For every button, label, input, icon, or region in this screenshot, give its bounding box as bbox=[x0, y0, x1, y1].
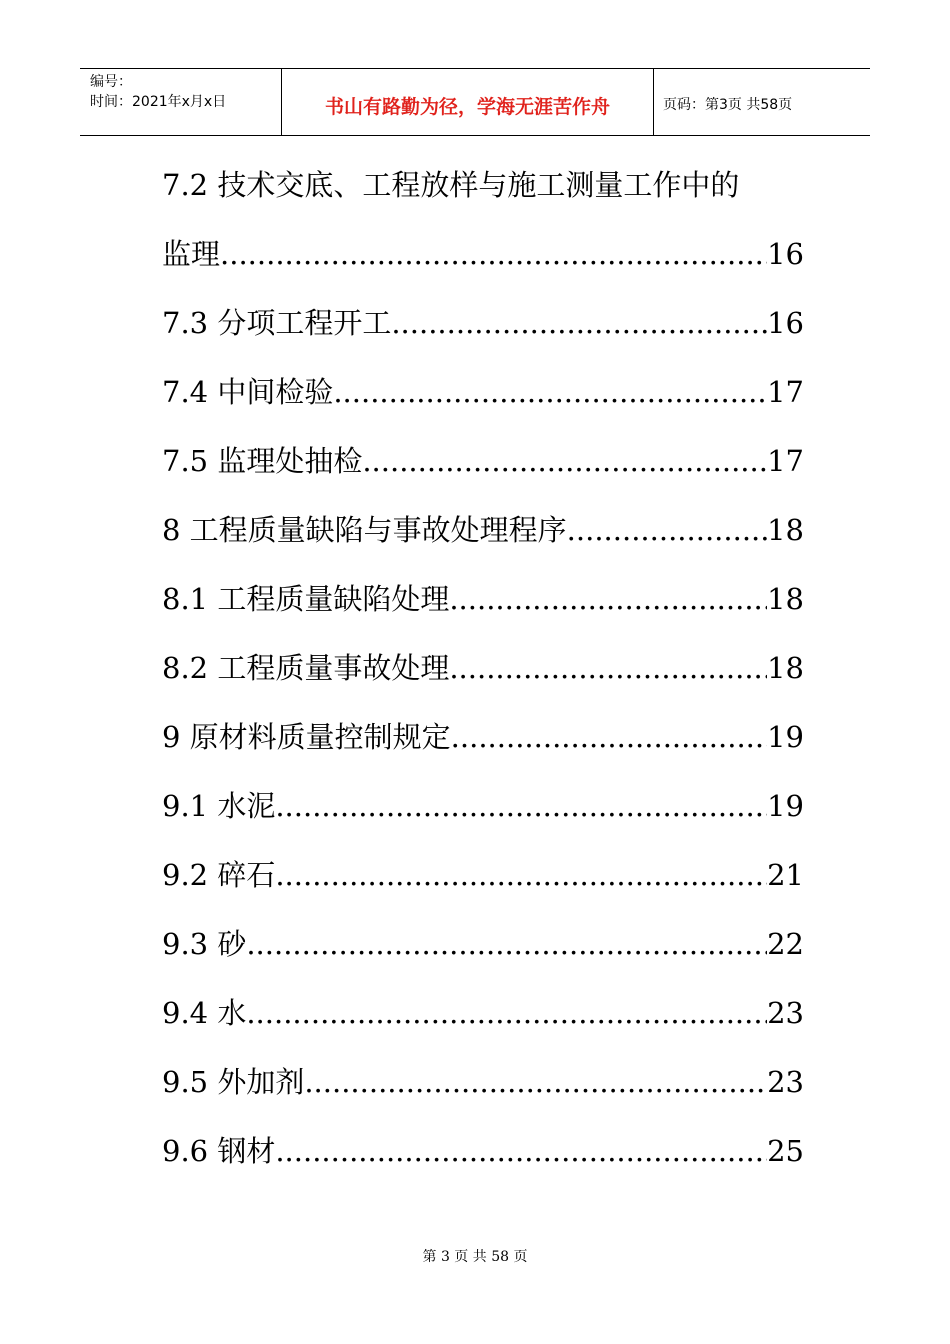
toc-entry-page-number: 19 bbox=[767, 720, 804, 754]
toc-entry-page-number: 17 bbox=[767, 444, 804, 478]
toc-dot-leader bbox=[246, 988, 767, 1038]
toc-entry-page-number: 22 bbox=[767, 927, 804, 961]
toc-entry[interactable] bbox=[162, 850, 804, 919]
toc-dot-leader bbox=[449, 574, 767, 624]
toc-dot-leader bbox=[275, 1126, 767, 1176]
toc-entry-page-number: 23 bbox=[767, 1065, 804, 1099]
toc-entry[interactable] bbox=[162, 436, 804, 505]
toc-entry-page-number: 16 bbox=[767, 306, 804, 340]
table-of-contents bbox=[162, 160, 804, 1195]
toc-entry[interactable] bbox=[162, 988, 804, 1057]
document-time-label: 时间：2021年x月x日 bbox=[90, 94, 227, 110]
toc-entry-title: 9.5 外加剂 bbox=[162, 1065, 305, 1099]
toc-entry-page-number: 23 bbox=[767, 996, 804, 1030]
toc-entry-page-number: 18 bbox=[767, 582, 804, 616]
toc-entry-page-number: 19 bbox=[767, 789, 804, 823]
toc-entry-title: 7.3 分项工程开工 bbox=[162, 306, 392, 340]
toc-entry-page-number: 16 bbox=[767, 237, 804, 271]
toc-entry-title: 8.1 工程质量缺陷处理 bbox=[162, 582, 450, 616]
document-number-label: 编号： bbox=[90, 74, 132, 90]
toc-entry-page-number: 18 bbox=[767, 651, 804, 685]
toc-entry-title: 监理 bbox=[162, 237, 221, 271]
toc-entry-title: 8.2 工程质量事故处理 bbox=[162, 651, 450, 685]
toc-entry-page-number: 18 bbox=[767, 513, 804, 547]
header-motto: 书山有路勤为径，学海无涯苦作舟 bbox=[282, 69, 654, 135]
toc-dot-leader bbox=[567, 505, 767, 555]
toc-dot-leader bbox=[275, 781, 767, 831]
toc-entry-title: 9.2 碎石 bbox=[162, 858, 276, 892]
toc-entry[interactable] bbox=[162, 1126, 804, 1195]
toc-dot-leader bbox=[304, 1057, 767, 1107]
toc-dot-leader bbox=[451, 712, 767, 762]
toc-entry-title: 9.6 钢材 bbox=[162, 1134, 276, 1168]
header-meta bbox=[80, 69, 282, 135]
toc-dot-leader bbox=[333, 367, 767, 417]
toc-dot-leader bbox=[362, 436, 767, 486]
toc-entry-title: 9.4 水 bbox=[162, 996, 247, 1030]
toc-entry[interactable] bbox=[162, 781, 804, 850]
toc-entry[interactable] bbox=[162, 505, 804, 574]
page-footer: 第 3 页 共 58 页 bbox=[422, 1249, 528, 1265]
toc-entry-title: 8 工程质量缺陷与事故处理程序 bbox=[162, 513, 567, 547]
toc-entry[interactable] bbox=[162, 919, 804, 988]
toc-entry[interactable] bbox=[162, 229, 804, 298]
toc-entry[interactable] bbox=[162, 298, 804, 367]
toc-entry-page-number: 21 bbox=[767, 858, 804, 892]
page-header bbox=[80, 68, 870, 136]
toc-entry-page-number: 25 bbox=[767, 1134, 804, 1168]
toc-entries bbox=[162, 229, 804, 1195]
toc-entry-page-number: 17 bbox=[767, 375, 804, 409]
toc-entry-title: 7.5 监理处抽检 bbox=[162, 444, 363, 478]
header-page-info: 页码：第3页 共58页 bbox=[663, 97, 793, 113]
toc-entry-title: 9 原材料质量控制规定 bbox=[162, 720, 451, 754]
toc-entry-wrapped-title: 7.2 技术交底、工程放样与施工测量工作中的 bbox=[162, 168, 740, 202]
toc-dot-leader bbox=[275, 850, 767, 900]
toc-entry-title: 7.4 中间检验 bbox=[162, 375, 334, 409]
toc-dot-leader bbox=[246, 919, 767, 969]
toc-entry-title: 9.3 砂 bbox=[162, 927, 247, 961]
toc-dot-leader bbox=[449, 643, 767, 693]
toc-entry[interactable] bbox=[162, 1057, 804, 1126]
toc-entry[interactable] bbox=[162, 367, 804, 436]
toc-entry[interactable] bbox=[162, 712, 804, 781]
toc-entry-title: 9.1 水泥 bbox=[162, 789, 276, 823]
toc-dot-leader bbox=[220, 229, 767, 279]
toc-dot-leader bbox=[391, 298, 767, 348]
toc-entry[interactable] bbox=[162, 643, 804, 712]
toc-entry[interactable] bbox=[162, 574, 804, 643]
